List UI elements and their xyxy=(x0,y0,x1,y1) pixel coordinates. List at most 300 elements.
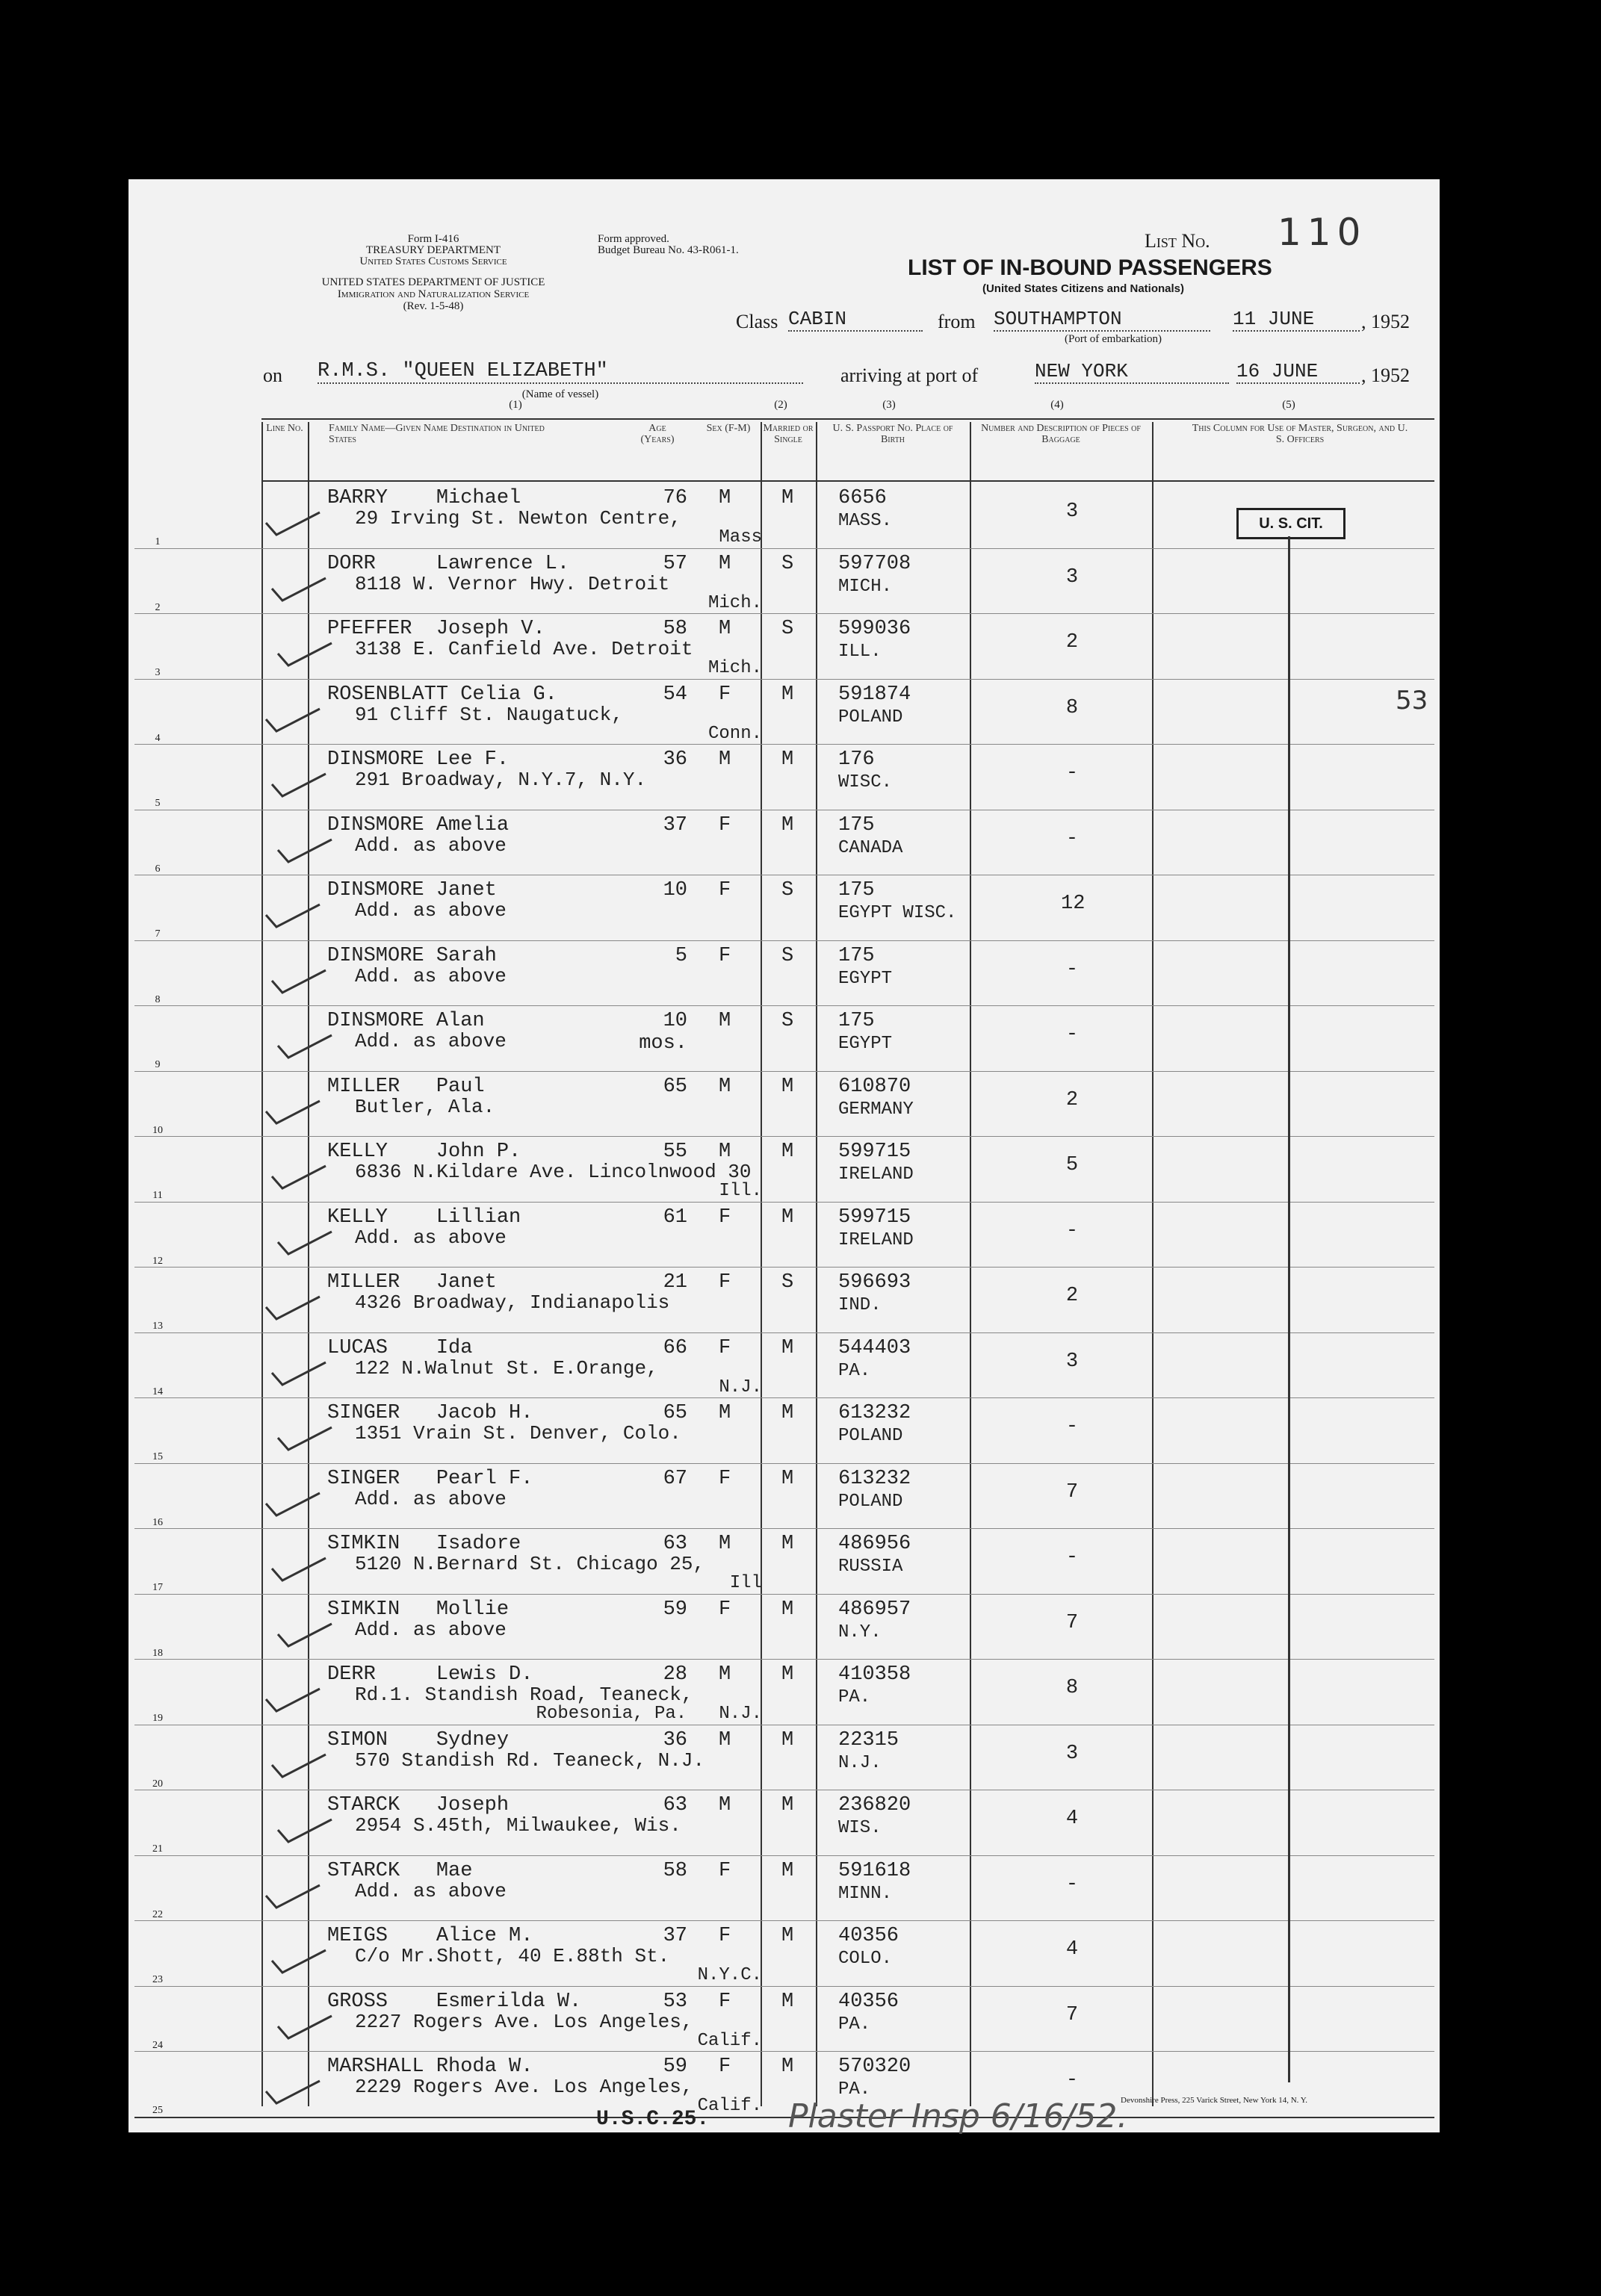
place-of-birth: PA. xyxy=(838,1360,871,1381)
place-of-birth: PA. xyxy=(838,2014,871,2035)
from-label: from xyxy=(938,311,976,332)
row-rule xyxy=(134,2051,1434,2052)
passport-number: 175 xyxy=(838,813,875,837)
baggage-count: 2 xyxy=(1065,1285,1079,1307)
passenger-sex: M xyxy=(719,1402,731,1424)
check-mark-icon xyxy=(263,706,323,736)
line-number: 22 xyxy=(152,1908,163,1920)
passenger-sex: M xyxy=(719,1010,731,1032)
passenger-address: 91 Cliff St. Naugatuck, xyxy=(355,703,623,726)
passenger-sex: F xyxy=(719,1859,731,1882)
passenger-address-cont: Ill xyxy=(729,1573,762,1593)
place-of-birth: WISC. xyxy=(838,772,893,792)
check-mark-icon xyxy=(263,1686,323,1716)
place-of-birth: MINN. xyxy=(838,1883,893,1904)
passenger-age: 10 mos. xyxy=(639,1010,687,1055)
row-rule xyxy=(134,1005,1434,1006)
col-header-sex: Sex (F-M) xyxy=(706,423,751,434)
row-rule xyxy=(134,1071,1434,1072)
row-rule xyxy=(134,679,1434,680)
us-citizen-stamp: U. S. CIT. xyxy=(1236,508,1345,539)
passport-number: 613232 xyxy=(838,1402,911,1424)
place-of-birth: POLAND xyxy=(838,707,903,727)
passenger-address-cont: Conn. xyxy=(707,723,762,744)
passenger-address: 570 Standish Rd. Teaneck, N.J. xyxy=(355,1749,705,1772)
passport-number: 22315 xyxy=(838,1728,899,1752)
marital-status: S xyxy=(781,1271,794,1294)
baggage-count: - xyxy=(1065,1873,1079,1896)
place-of-birth: POLAND xyxy=(838,1491,903,1512)
place-of-birth: PA. xyxy=(838,1687,871,1707)
passenger-address: 2229 Rogers Ave. Los Angeles, xyxy=(355,2076,693,2098)
passenger-sex: F xyxy=(719,683,731,706)
check-mark-icon xyxy=(275,1621,335,1651)
passport-number: 486957 xyxy=(838,1598,911,1621)
baggage-count: 8 xyxy=(1065,696,1079,719)
col-header-baggage: Number and Description of Pieces of Baggage xyxy=(981,423,1141,445)
list-no-value: 110 xyxy=(1278,211,1367,254)
passenger-sex: F xyxy=(719,813,731,837)
marital-status: S xyxy=(781,552,794,575)
passenger-age: 36 xyxy=(663,1728,687,1752)
passenger-name: DINSMORE Alan xyxy=(327,1010,485,1032)
marital-status: M xyxy=(781,1075,794,1098)
place-of-birth: COLO. xyxy=(838,1949,893,1969)
passenger-name: GROSS Esmerilda W. xyxy=(327,1990,582,2013)
page-subtitle: (United States Citizens and Nationals) xyxy=(982,282,1185,295)
col-num-5: (5) xyxy=(1282,399,1295,411)
marital-status: M xyxy=(781,1925,794,1947)
arrival-date: 16 JUNE xyxy=(1236,360,1360,384)
col-header-married: Married or Single xyxy=(763,423,814,445)
passport-number: 596693 xyxy=(838,1271,911,1294)
passenger-name: MEIGS Alice M. xyxy=(327,1925,533,1947)
line-number: 10 xyxy=(152,1124,163,1136)
passenger-age: 58 xyxy=(663,1859,687,1882)
form-approved: Form approved. xyxy=(598,233,669,245)
passenger-age: 54 xyxy=(663,683,687,706)
table-top-rule xyxy=(261,418,1434,420)
check-mark-icon xyxy=(275,1424,335,1454)
line-number: 3 xyxy=(155,667,161,678)
baggage-count: 7 xyxy=(1065,1480,1079,1504)
passenger-age: 63 xyxy=(663,1533,687,1555)
passenger-name: MARSHALL Rhoda W. xyxy=(327,2055,533,2078)
passport-number: 599715 xyxy=(838,1141,911,1163)
check-mark-icon xyxy=(269,1752,329,1781)
baggage-count: 5 xyxy=(1065,1154,1079,1176)
passenger-sex: M xyxy=(719,1533,731,1555)
marital-status: M xyxy=(781,1794,794,1816)
class-value: CABIN xyxy=(788,308,923,332)
row-rule xyxy=(134,1332,1434,1333)
passport-number: 236820 xyxy=(838,1794,911,1816)
passenger-name: DINSMORE Amelia xyxy=(327,813,510,837)
baggage-count: 7 xyxy=(1065,2003,1079,2026)
passenger-sex: M xyxy=(719,748,731,771)
col-num-1: (1) xyxy=(509,399,522,411)
passenger-sex: F xyxy=(719,944,731,967)
col-divider xyxy=(970,422,971,2106)
baggage-count: 4 xyxy=(1065,1808,1079,1830)
passenger-age: 5 xyxy=(675,944,687,967)
passenger-age: 10 xyxy=(663,879,687,902)
passenger-address: 5120 N.Bernard St. Chicago 25, xyxy=(355,1553,705,1575)
line-number: 7 xyxy=(155,928,161,940)
passenger-address: Add. as above xyxy=(355,1618,507,1641)
row-rule xyxy=(134,940,1434,941)
customs-service: United States Customs Service xyxy=(359,255,507,267)
line-number: 18 xyxy=(152,1647,163,1659)
passenger-name: DINSMORE Sarah xyxy=(327,944,497,967)
passport-number: 410358 xyxy=(838,1663,911,1686)
passport-number: 486956 xyxy=(838,1533,911,1555)
table-header-rule xyxy=(261,480,1434,482)
passenger-address: 2227 Rogers Ave. Los Angeles, xyxy=(355,2010,693,2033)
place-of-birth: PA. xyxy=(838,2079,871,2100)
row-rule xyxy=(134,1855,1434,1856)
place-of-birth: N.J. xyxy=(838,1752,882,1773)
check-mark-icon xyxy=(275,1032,335,1062)
line-number: 2 xyxy=(155,601,161,613)
passenger-address: 291 Broadway, N.Y.7, N.Y. xyxy=(355,769,647,791)
marital-status: M xyxy=(781,1402,794,1424)
baggage-count: 2 xyxy=(1065,1088,1079,1111)
passenger-name: SIMKIN Mollie xyxy=(327,1598,510,1621)
passenger-sex: F xyxy=(719,1206,731,1229)
passenger-address: Add. as above xyxy=(355,964,507,987)
col-header-name: Family Name—Given Name Destination in United States xyxy=(329,423,545,445)
passenger-sex: M xyxy=(719,1794,731,1816)
passenger-sex: F xyxy=(719,879,731,902)
line-number: 8 xyxy=(155,993,161,1005)
passenger-age: 37 xyxy=(663,813,687,837)
baggage-count: 2 xyxy=(1065,631,1079,654)
arrival-port: NEW YORK xyxy=(1035,360,1229,384)
check-mark-icon xyxy=(269,1555,329,1585)
marital-status: M xyxy=(781,1728,794,1752)
budget-bureau: Budget Bureau No. 43-R061-1. xyxy=(598,244,739,256)
passport-number: 599715 xyxy=(838,1206,911,1229)
vessel-name: R.M.S. "QUEEN ELIZABETH" xyxy=(318,360,803,384)
usc-number: U.S.C.25. xyxy=(596,2108,710,2131)
check-mark-icon xyxy=(263,1490,323,1520)
line-number: 11 xyxy=(152,1190,163,1201)
passenger-address: Add. as above xyxy=(355,1879,507,1902)
passenger-sex: F xyxy=(719,1271,731,1294)
col-divider xyxy=(308,422,309,2106)
page-title: LIST OF IN-BOUND PASSENGERS xyxy=(908,255,1272,280)
passenger-age: 59 xyxy=(663,2055,687,2078)
marital-status: M xyxy=(781,748,794,771)
passenger-sex: F xyxy=(719,2055,731,2078)
passenger-address-cont: Mass xyxy=(719,527,762,547)
place-of-birth: IRELAND xyxy=(838,1229,914,1250)
line-number: 9 xyxy=(155,1059,161,1070)
check-mark-icon xyxy=(269,1163,329,1193)
row-rule xyxy=(134,1267,1434,1268)
passenger-address: C/o Mr.Shott, 40 E.88th St. xyxy=(355,1945,670,1967)
passenger-sex: M xyxy=(719,1663,731,1686)
check-mark-icon xyxy=(269,771,329,801)
vessel-note: (Name of vessel) xyxy=(521,388,599,400)
passenger-age: 21 xyxy=(663,1271,687,1294)
passenger-age: 63 xyxy=(663,1794,687,1816)
passenger-name: STARCK Mae xyxy=(327,1859,473,1882)
passenger-name: SIMON Sydney xyxy=(327,1728,510,1752)
check-mark-icon xyxy=(263,509,323,539)
marital-status: S xyxy=(781,879,794,902)
row-rule xyxy=(134,1136,1434,1137)
col-header-officers: This Column for Use of Master, Surgeon, and U. S. Officers xyxy=(1192,423,1408,445)
row-rule xyxy=(134,1397,1434,1398)
passenger-address-cont: Mich. xyxy=(707,658,762,678)
passenger-address: 2954 S.45th, Milwaukee, Wis. xyxy=(355,1814,681,1837)
passenger-address-cont: Robesonia, Pa. N.J. xyxy=(536,1704,762,1724)
passenger-sex: M xyxy=(719,552,731,575)
passenger-age: 67 xyxy=(663,1467,687,1490)
printer-imprint: Devonshire Press, 225 Varick Street, New York 14, N. Y. xyxy=(1121,2096,1308,2105)
place-of-birth: EGYPT xyxy=(838,968,893,989)
passenger-name: SIMKIN Isadore xyxy=(327,1533,521,1555)
baggage-count: 3 xyxy=(1065,1742,1079,1765)
place-of-birth: ILL. xyxy=(838,642,882,662)
passport-number: 610870 xyxy=(838,1075,911,1098)
passenger-age: 65 xyxy=(663,1075,687,1098)
passenger-name: STARCK Joseph xyxy=(327,1794,510,1816)
passenger-age: 66 xyxy=(663,1336,687,1359)
col-header-age: Age (Years) xyxy=(640,423,675,445)
passenger-sex: M xyxy=(719,1728,731,1752)
line-number: 1 xyxy=(155,536,161,547)
check-mark-icon xyxy=(275,1229,335,1259)
marital-status: M xyxy=(781,1533,794,1555)
check-mark-icon xyxy=(275,837,335,866)
passenger-name: SINGER Pearl F. xyxy=(327,1467,533,1490)
baggage-count: 8 xyxy=(1065,1677,1079,1699)
on-label: on xyxy=(263,364,282,386)
marital-status: M xyxy=(781,683,794,706)
baggage-count: 12 xyxy=(1061,893,1086,915)
passenger-age: 55 xyxy=(663,1141,687,1163)
arriving-label: arriving at port of xyxy=(840,364,979,386)
passport-number: 175 xyxy=(838,1010,875,1032)
passenger-address: 29 Irving St. Newton Centre, xyxy=(355,507,681,530)
depart-year: , 1952 xyxy=(1361,311,1410,332)
ins: Immigration and Naturalization Service xyxy=(337,288,530,300)
line-number: 14 xyxy=(152,1386,163,1397)
check-mark-icon xyxy=(269,575,329,605)
passenger-address: Add. as above xyxy=(355,834,507,857)
marital-status: M xyxy=(781,1336,794,1359)
marital-status: M xyxy=(781,1598,794,1621)
place-of-birth: MASS. xyxy=(838,511,893,531)
passenger-address-cont: Ill. xyxy=(719,1181,762,1201)
baggage-count: - xyxy=(1065,1219,1079,1242)
passenger-address-cont: N.J. xyxy=(719,1377,762,1397)
passenger-age: 37 xyxy=(663,1925,687,1947)
passport-number: 175 xyxy=(838,944,875,967)
baggage-count: 3 xyxy=(1065,500,1079,523)
col-divider xyxy=(261,422,263,2106)
margin-number: 53 xyxy=(1396,686,1428,716)
passenger-sex: M xyxy=(719,1141,731,1163)
col-num-4: (4) xyxy=(1050,399,1064,411)
baggage-count: - xyxy=(1065,762,1079,784)
passenger-address: Add. as above xyxy=(355,1226,507,1249)
passport-number: 176 xyxy=(838,748,875,771)
place-of-birth: EGYPT xyxy=(838,1034,893,1054)
passport-number: 6656 xyxy=(838,487,887,509)
passenger-sex: F xyxy=(719,1990,731,2013)
passenger-age: 36 xyxy=(663,748,687,771)
passenger-age: 58 xyxy=(663,618,687,640)
passenger-sex: F xyxy=(719,1598,731,1621)
marital-status: S xyxy=(781,1010,794,1032)
passenger-address: Butler, Ala. xyxy=(355,1095,495,1118)
check-mark-icon xyxy=(263,1098,323,1128)
place-of-birth: WIS. xyxy=(838,1818,882,1838)
passenger-age: 28 xyxy=(663,1663,687,1686)
passenger-address: 4326 Broadway, Indianapolis xyxy=(355,1291,670,1314)
passenger-sex: F xyxy=(719,1336,731,1359)
baggage-count: 3 xyxy=(1065,565,1079,589)
baggage-count: - xyxy=(1065,1023,1079,1046)
col-header-passport: U. S. Passport No. Place of Birth xyxy=(832,423,953,445)
check-mark-icon xyxy=(275,640,335,670)
passport-number: 597708 xyxy=(838,552,911,575)
row-rule xyxy=(134,1659,1434,1660)
table-bottom-rule xyxy=(134,2117,1434,2118)
line-number: 16 xyxy=(152,1516,163,1528)
line-number: 5 xyxy=(155,798,161,809)
line-number: 15 xyxy=(152,1451,163,1462)
line-number: 6 xyxy=(155,863,161,875)
passenger-name: MILLER Janet xyxy=(327,1271,497,1294)
list-no-label: List No. xyxy=(1145,230,1210,252)
passenger-age: 57 xyxy=(663,552,687,575)
port-note: (Port of embarkation) xyxy=(1065,333,1162,345)
passport-number: 40356 xyxy=(838,1925,899,1947)
baggage-count: - xyxy=(1065,1415,1079,1438)
arrival-year: , 1952 xyxy=(1361,364,1410,386)
check-mark-icon xyxy=(275,2013,335,2043)
marital-status: M xyxy=(781,1206,794,1229)
passenger-address: Add. as above xyxy=(355,1030,507,1052)
baggage-count: - xyxy=(1065,958,1079,981)
row-rule xyxy=(134,548,1434,549)
line-number: 19 xyxy=(152,1713,163,1724)
col-header-line: Line No. xyxy=(266,423,303,434)
place-of-birth: N.Y. xyxy=(838,1622,882,1642)
marital-status: M xyxy=(781,1663,794,1686)
row-rule xyxy=(134,1986,1434,1987)
line-number: 20 xyxy=(152,1778,163,1790)
row-rule xyxy=(134,613,1434,614)
row-rule xyxy=(134,1202,1434,1203)
passenger-address-cont: Mich. xyxy=(707,592,762,613)
passenger-age: 61 xyxy=(663,1206,687,1229)
marital-status: S xyxy=(781,944,794,967)
marital-status: S xyxy=(781,618,794,640)
row-rule xyxy=(134,1920,1434,1921)
justice-dept: UNITED STATES DEPARTMENT OF JUSTICE xyxy=(321,276,545,288)
passenger-address-cont: N.Y.C. xyxy=(697,1965,762,1985)
place-of-birth: POLAND xyxy=(838,1426,903,1446)
passenger-name: BARRY Michael xyxy=(327,487,521,509)
passenger-name: DINSMORE Janet xyxy=(327,879,497,902)
marital-status: M xyxy=(781,1859,794,1882)
baggage-count: 7 xyxy=(1065,1611,1079,1634)
marital-status: M xyxy=(781,2055,794,2078)
passport-number: 175 xyxy=(838,879,875,902)
line-number: 25 xyxy=(152,2105,163,2116)
passenger-name: MILLER Paul xyxy=(327,1075,485,1098)
passenger-age: 53 xyxy=(663,1990,687,2013)
passenger-name: DORR Lawrence L. xyxy=(327,552,570,575)
passenger-name: DERR Lewis D. xyxy=(327,1663,533,1686)
col-divider xyxy=(1152,422,1153,2106)
passenger-address: 1351 Vrain St. Denver, Colo. xyxy=(355,1422,681,1445)
line-number: 17 xyxy=(152,1582,163,1593)
form-number: Form I-416 xyxy=(407,233,459,245)
marital-status: M xyxy=(781,1467,794,1490)
passport-number: 40356 xyxy=(838,1990,899,2013)
passenger-name: KELLY Lillian xyxy=(327,1206,521,1229)
depart-date: 11 JUNE xyxy=(1233,308,1360,332)
line-number: 24 xyxy=(152,2039,163,2051)
line-number: 23 xyxy=(152,1974,163,1985)
passenger-address-cont: Calif. xyxy=(697,2030,762,2051)
passenger-address: 122 N.Walnut St. E.Orange, xyxy=(355,1356,658,1380)
line-number: 4 xyxy=(155,732,161,744)
marital-status: M xyxy=(781,1990,794,2013)
place-of-birth: CANADA xyxy=(838,837,903,858)
check-mark-icon xyxy=(275,1816,335,1846)
baggage-count: - xyxy=(1065,2069,1079,2091)
passenger-age: 65 xyxy=(663,1402,687,1424)
passport-number: 591618 xyxy=(838,1859,911,1882)
row-rule xyxy=(134,1594,1434,1595)
row-rule xyxy=(134,744,1434,745)
check-mark-icon xyxy=(263,2078,323,2108)
baggage-count: - xyxy=(1065,1546,1079,1569)
passenger-name: KELLY John P. xyxy=(327,1141,521,1163)
marital-status: M xyxy=(781,487,794,509)
from-value: SOUTHAMPTON xyxy=(994,308,1210,332)
line-number: 21 xyxy=(152,1843,163,1855)
passenger-address: 3138 E. Canfield Ave. Detroit xyxy=(355,638,693,660)
check-mark-icon xyxy=(263,1882,323,1912)
passenger-address: 6836 N.Kildare Ave. Lincolnwood 30 xyxy=(355,1161,752,1183)
passenger-name: PFEFFER Joseph V. xyxy=(327,618,545,640)
line-number: 12 xyxy=(152,1255,163,1267)
officer-line xyxy=(1288,536,1290,2082)
col-divider xyxy=(816,422,817,2106)
place-of-birth: MICH. xyxy=(838,576,893,597)
passenger-name: LUCAS Ida xyxy=(327,1336,473,1359)
revision: (Rev. 1-5-48) xyxy=(403,300,464,312)
col-num-3: (3) xyxy=(882,399,896,411)
row-rule xyxy=(134,1463,1434,1464)
passport-number: 591874 xyxy=(838,683,911,706)
col-num-2: (2) xyxy=(774,399,787,411)
check-mark-icon xyxy=(263,1294,323,1324)
treasury-dept: TREASURY DEPARTMENT xyxy=(365,244,501,256)
passenger-address: Rd.1. Standish Road, Teaneck, xyxy=(355,1684,693,1706)
row-rule xyxy=(134,1528,1434,1529)
baggage-count: 3 xyxy=(1065,1350,1079,1373)
